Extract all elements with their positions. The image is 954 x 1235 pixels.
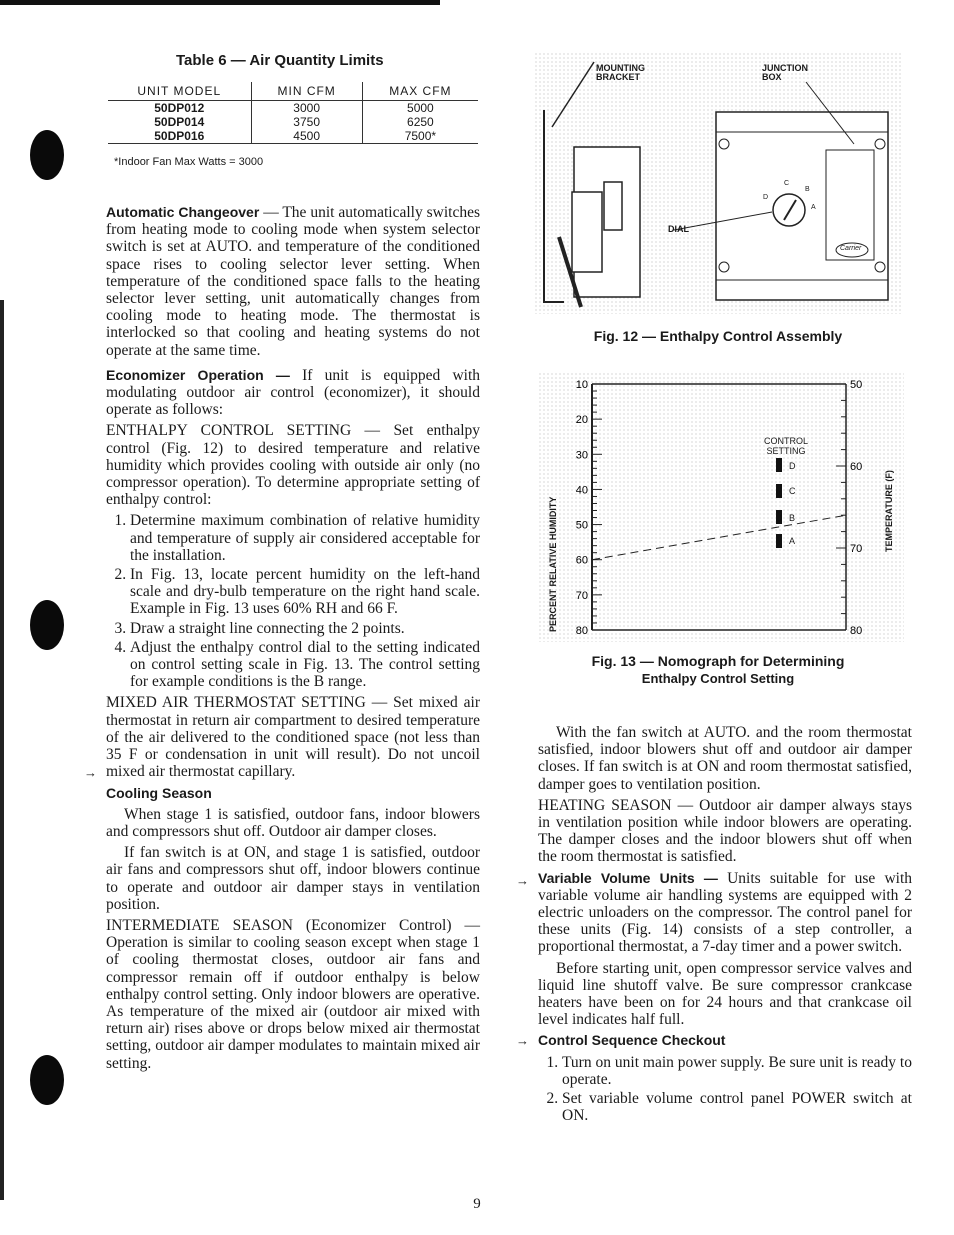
mixed-air-paragraph: → MIXED AIR THERMOSTAT SETTING — Set mixed air thermostat in return air compartment to desired temperature of the air delivered to the conditioned space (not less than 35 F or condensation in unit will result). Do not uncoil mixed air thermostat capillary. <box>84 694 480 781</box>
enthalpy-intro: ENTHALPY CONTROL SETTING — Set enthalpy control (Fig. 12) to desired temperature and relative humidity which provides cooling with outside air only (no compressor operation). To determine appropriate setting of enthalpy control: <box>106 422 480 509</box>
economizer-heading: Economizer Operation — <box>106 366 290 383</box>
table-row: 50DP016 4500 7500* <box>108 129 478 144</box>
variable-volume-heading: Variable Volume Units — <box>538 869 718 886</box>
right-tick-label: 80 <box>850 625 863 637</box>
dial-mark-d: D <box>763 194 769 201</box>
list-item: 1. Determine maximum combination of relative humidity and temperature of supply air considered acceptable for the installation. <box>130 512 480 564</box>
cooling-paragraph-1: When stage 1 is satisfied, outdoor fans, indoor blowers and compressors shut off. Outdoor air damper closes. <box>106 805 480 840</box>
page-number: 9 <box>473 1196 481 1212</box>
heating-season-paragraph: HEATING SEASON — Outdoor air damper always stays in ventilation position while indoor blowers are operating. The damper closes and the indoor blowers shut off when the room thermostat is satisfied. <box>538 796 912 866</box>
left-axis-title: PERCENT RELATIVE HUMIDITY <box>548 496 558 632</box>
auto-changeover-heading: Automatic Changeover <box>106 204 260 220</box>
right-tick-label: 70 <box>850 543 863 555</box>
economizer-text: If unit is equipped with modulating outdoor air control (economizer), it should operate as follows: <box>106 366 480 419</box>
table-row: 50DP012 3000 5000 <box>108 101 478 116</box>
right-column <box>516 724 912 1128</box>
left-tick-label: 10 <box>575 379 588 391</box>
table6-title: Table 6 — Air Quantity Limits <box>176 52 384 69</box>
setting-d-label: D <box>789 461 796 471</box>
dial-label: DIAL <box>668 224 689 234</box>
left-tick-label: 50 <box>575 519 588 532</box>
fig13-caption-line1: Fig. 13 — Nomograph for Determining <box>591 653 845 669</box>
fig12-caption: Fig. 12 — Enthalpy Control Assembly <box>593 328 843 344</box>
control-setting-bar <box>776 510 782 524</box>
intermediate-season-paragraph: INTERMEDIATE SEASON (Economizer Control) — Operation is similar to cooling season except when stage 1 of cooling thermostat closes, outdoor air fans and compressor remain off if outdoor enthalpy is below enthalpy control setting. Only indoor blowers are operative. As temperature of the mixed air (outdoor air mixed with return air) rises above or drops below mixed air thermostat setting, outdoor air damper modulates to maintain mixed air setting. <box>106 916 480 1072</box>
carrier-logo: Carrier <box>840 245 862 252</box>
junction-box-label: JUNCTION BOX <box>762 63 809 82</box>
list-item: 4. Adjust the enthalpy control dial to the setting indicated on control setting scale in Fig. 13. The control setting for example conditions is the B range. <box>130 639 480 691</box>
cooling-season-heading: Cooling Season <box>106 784 212 801</box>
col-header: MAX CFM <box>362 82 478 101</box>
checkout-steps <box>538 1054 912 1125</box>
enthalpy-control-assembly-figure <box>534 52 902 314</box>
left-tick-label: 80 <box>575 625 588 637</box>
list-item: 1. Turn on unit main power supply. Be sure unit is ready to operate. <box>562 1054 912 1088</box>
enthalpy-steps <box>106 512 480 690</box>
table-footnote: *Indoor Fan Max Watts = 3000 <box>114 156 264 168</box>
left-tick-label: 30 <box>575 449 588 462</box>
left-tick-label: 40 <box>575 484 588 497</box>
before-starting-paragraph: Before starting unit, open compressor service valves and liquid line shutoff valve. Be sure compressor crankcase heaters have been on for 24 hours and that crankcase oil level indicates half full. <box>538 959 912 1029</box>
right-axis-title: TEMPERATURE (F) <box>884 470 894 552</box>
right-tick-label: 60 <box>850 461 863 473</box>
control-setting-label: CONTROL SETTING <box>763 436 808 456</box>
punch-hole-middle <box>30 600 64 650</box>
dial-mark-b: B <box>805 186 810 193</box>
revision-arrow: → <box>516 1033 529 1049</box>
fig13-caption-line2: Enthalpy Control Setting <box>641 671 795 686</box>
left-tick-label: 70 <box>575 589 588 602</box>
control-setting-bar <box>776 484 782 498</box>
left-edge-rule <box>0 300 4 1200</box>
setting-c-label: C <box>789 486 796 496</box>
control-setting-bar <box>776 458 782 472</box>
air-quantity-table <box>108 82 478 144</box>
nomograph-figure <box>538 372 904 642</box>
control-setting-bar <box>776 534 782 548</box>
punch-hole-bottom <box>30 1055 64 1105</box>
dial-mark-c: C <box>784 180 790 187</box>
punch-hole-top <box>30 130 64 180</box>
example-line <box>592 515 846 560</box>
col-header: MIN CFM <box>251 82 362 101</box>
list-item: 2. Set variable volume control panel POWER switch at ON. <box>562 1090 912 1124</box>
left-tick-label: 20 <box>575 414 588 427</box>
nomograph-chart <box>538 372 904 642</box>
setting-b-label: B <box>789 513 796 523</box>
setting-a-label: A <box>789 536 796 546</box>
left-tick-label: 60 <box>575 554 588 567</box>
revision-arrow: → <box>516 872 529 888</box>
cooling-paragraph-2: If fan switch is at ON, and stage 1 is satisfied, outdoor air fans and compressors shut off, indoor blowers continue to operate and outdoor air damper stays in ventilation position. <box>106 844 480 913</box>
variable-volume-text: Units suitable for use with variable volume air handling systems are equipped with 2 electric unloaders on the compressor. The control panel for these units (Fig. 14) consists of a step controller, a proportional thermostat, a 7-day timer and a power switch. <box>538 869 912 956</box>
right-tick-label: 50 <box>850 379 863 391</box>
mounting-bracket-label: MOUNTING BRACKET <box>596 63 645 82</box>
auto-changeover-text: — The unit automatically switches from heating mode to cooling mode when system selector switch is set at AUTO. and temperature of the conditioned space rises to cooling selector lever setting. When temperature of the conditioned space falls to the heating selector lever setting, unit automatically changes from cooling mode to heating mode. The thermostat is interlocked so that cooling and heating systems do not operate at the same time. <box>106 204 481 359</box>
dial-mark-a: A <box>811 204 816 211</box>
control-sequence-heading: → Control Sequence Checkout <box>516 1032 726 1049</box>
list-item: 2. In Fig. 13, locate percent humidity on the left-hand scale and dry-bulb temperature on the right hand scale. Example in Fig. 13 uses 60% RH and 66 F. <box>130 566 480 618</box>
top-rule <box>0 0 440 5</box>
revision-arrow: → <box>84 765 97 781</box>
left-column <box>84 204 481 1076</box>
table-row: 50DP014 3750 6250 <box>108 115 478 129</box>
col-header: UNIT MODEL <box>108 82 251 101</box>
fan-switch-paragraph: With the fan switch at AUTO. and the room thermostat satisfied, indoor blowers shut off and outdoor air damper closes. If fan switch is at ON and room thermostat satisfied, damper goes to ventilation position. <box>538 724 912 793</box>
list-item: 3. Draw a straight line connecting the 2 points. <box>130 620 480 637</box>
